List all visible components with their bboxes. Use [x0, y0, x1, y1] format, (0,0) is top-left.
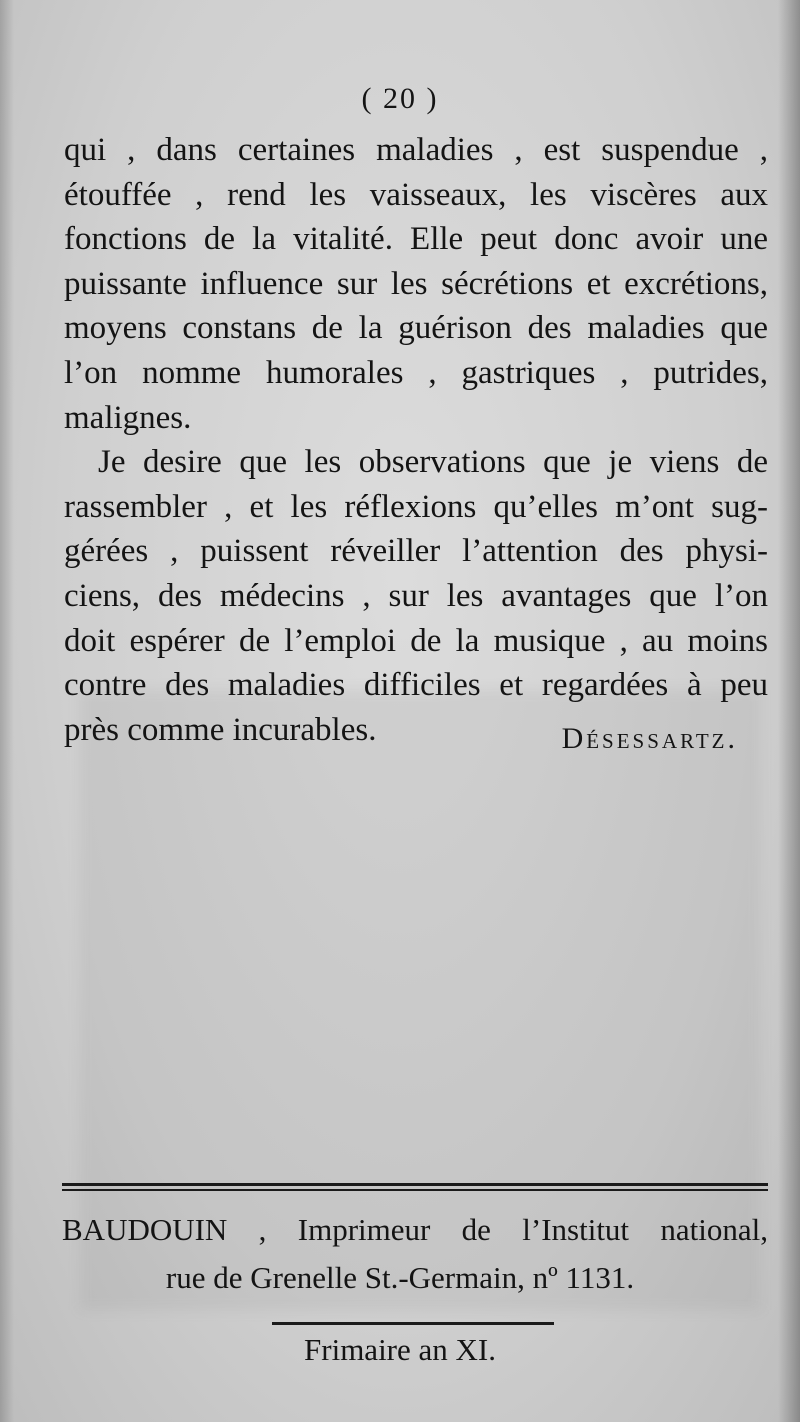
text-line: puissante influence sur les sécrétions et excrétions,	[64, 265, 768, 302]
double-rule-divider	[62, 1183, 768, 1193]
text-line: rassembler , et les réflexions qu’elles m’ont sug-	[64, 488, 768, 525]
text-line: gérées , puissent réveiller l’attention des physi-	[64, 533, 768, 570]
text-line: l’on nomme humorales , gastriques , putrides,	[64, 354, 768, 391]
text-line: Je desire que les observations que je viens de	[98, 444, 768, 481]
publication-date: Frimaire an XI.	[304, 1332, 496, 1367]
body-text	[64, 128, 768, 752]
text-line: malignes.	[64, 399, 192, 436]
rule-line-thin	[62, 1189, 768, 1191]
page-left-edge-shadow	[0, 0, 14, 1422]
printer-imprint-line-2: rue de Grenelle St.-Germain, nº 1131.	[165, 1260, 635, 1295]
text-line: moyens constans de la guérison des maladies que	[64, 310, 768, 347]
text-line: près comme incurables.	[64, 711, 377, 748]
page-right-edge-shadow	[778, 0, 800, 1422]
printer-imprint-line-1: BAUDOUIN , Imprimeur de l’Institut national,	[62, 1212, 768, 1247]
page-number: ( 20 )	[361, 82, 439, 115]
text-line: étouffée , rend les vaisseaux, les viscères aux	[64, 176, 768, 213]
text-line: ciens, des médecins , sur les avantages que l’on	[64, 577, 768, 614]
text-line: qui , dans certaines maladies , est suspendue ,	[64, 132, 768, 168]
rule-line-thick	[62, 1183, 768, 1186]
text-line: contre des maladies difficiles et regardées à peu	[64, 667, 768, 704]
short-rule-divider	[272, 1322, 554, 1325]
text-line: fonctions de la vitalité. Elle peut donc avoir une	[64, 221, 768, 258]
author-signature: Désessartz.	[561, 722, 738, 755]
text-line: doit espérer de l’emploi de la musique , au moins	[64, 622, 768, 659]
